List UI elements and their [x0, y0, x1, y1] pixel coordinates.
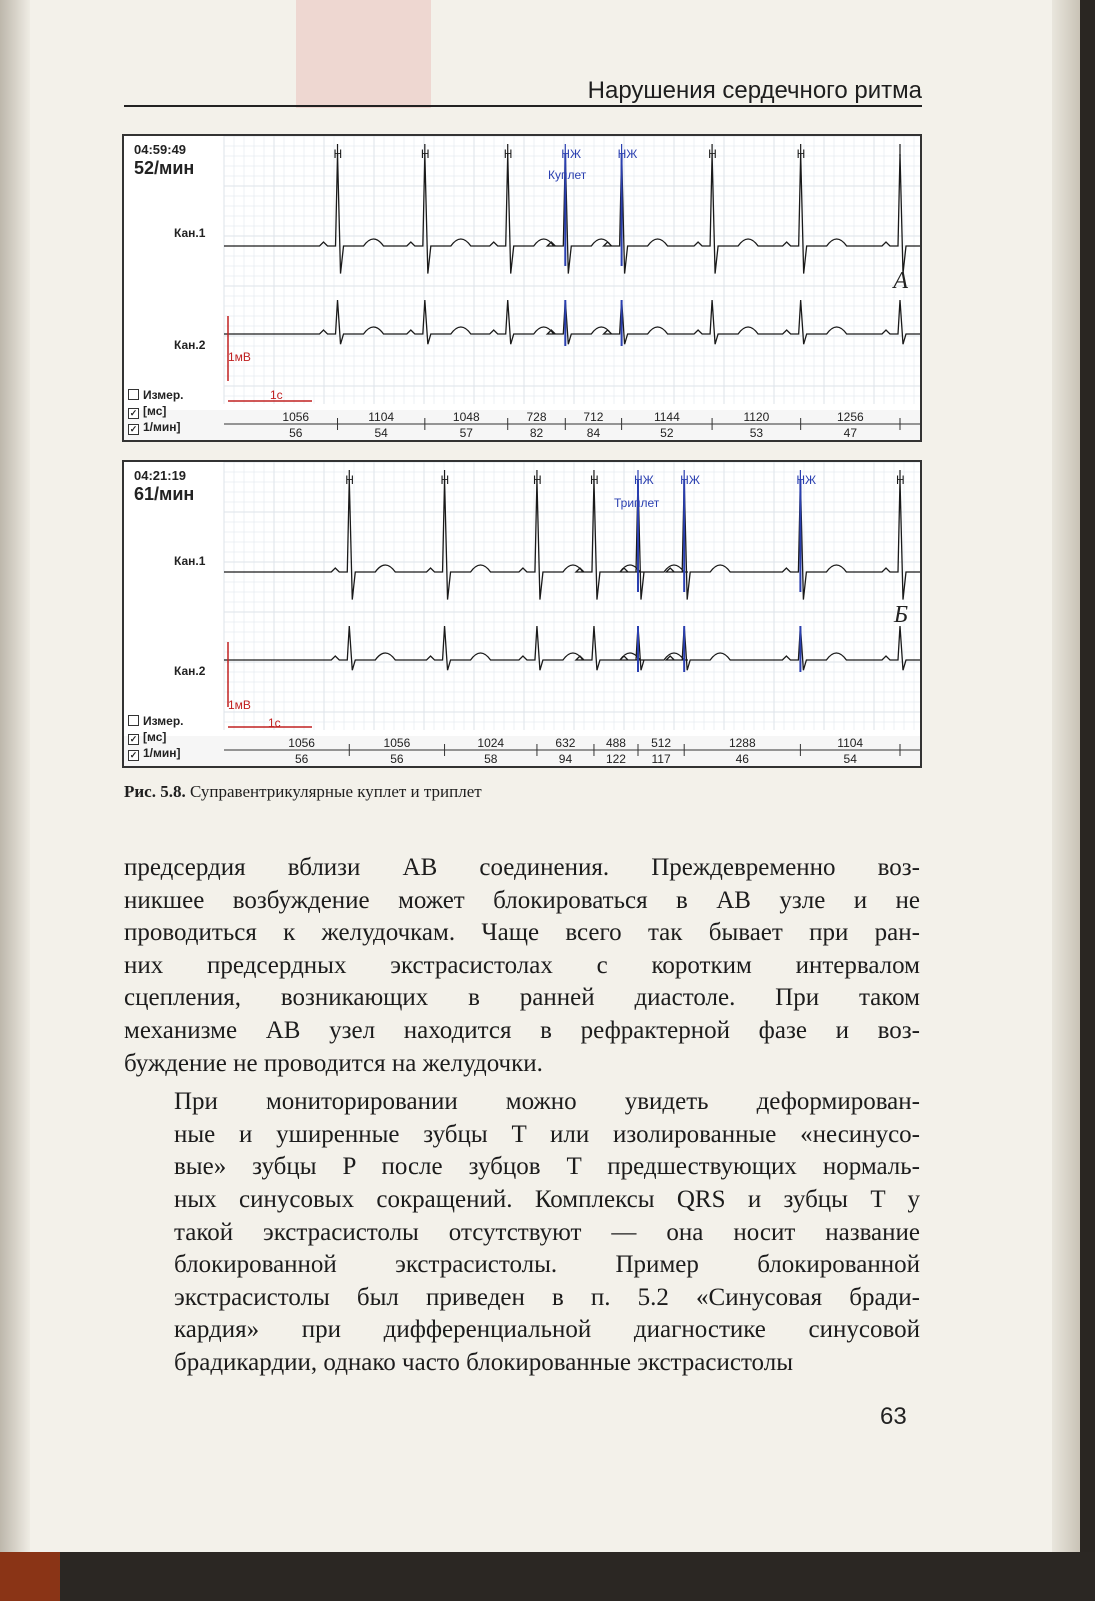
- beat-label: Н: [420, 147, 430, 161]
- page-number: 63: [880, 1403, 907, 1430]
- text-line: них предсердных экстрасистолах с коротким интервалом: [124, 951, 920, 979]
- hr-label: 52: [660, 426, 674, 440]
- hr-label: 54: [374, 426, 388, 440]
- beat-label: Н: [440, 473, 450, 487]
- hr-label: 46: [735, 752, 749, 766]
- hr-label: 56: [390, 752, 404, 766]
- event-note: Триплет: [614, 496, 660, 510]
- text-line: При мониторировании можно увидеть деформирован-: [174, 1088, 920, 1116]
- text-line: проводиться к желудочкам. Чаще всего так бывает при ран-: [124, 919, 920, 947]
- heart-rate: 52/мин: [134, 158, 195, 178]
- text-line: вые» зубцы P после зубцов T предшествующих нормаль-: [174, 1153, 920, 1181]
- checkbox-bpm[interactable]: ✓ 1/мин]: [129, 420, 181, 434]
- hr-label: 53: [749, 426, 764, 440]
- rr-interval-label: 1056: [288, 736, 315, 750]
- scale-s: 1с: [270, 388, 283, 402]
- hr-label: 56: [294, 752, 309, 766]
- hr-label: 84: [586, 426, 601, 440]
- ecg-panel-a: [122, 134, 922, 442]
- header-rule: [124, 105, 922, 107]
- text-line: экстрасистолы был приведен в п. 5.2 «Синусовая бради-: [174, 1283, 920, 1311]
- hr-label: 94: [558, 752, 573, 766]
- text-line: брадикардии, однако часто блокированные экстрасистолы: [174, 1348, 793, 1376]
- rr-interval-label: 1056: [383, 736, 411, 750]
- measurement-strip: [124, 736, 922, 768]
- beat-label: НЖ: [796, 473, 817, 487]
- ecg-waveform: [224, 626, 922, 670]
- rr-interval-label: 512: [651, 736, 672, 750]
- caption-label: Рис. 5.8.: [124, 782, 186, 801]
- scale-mv: 1мВ: [228, 350, 251, 364]
- hr-label: 57: [459, 426, 473, 440]
- ecg-trace-a: [124, 136, 922, 442]
- paragraph-2: [124, 1086, 920, 1379]
- rr-interval-label: 632: [555, 736, 576, 750]
- beat-label: Н: [333, 147, 343, 161]
- body-text: [124, 852, 920, 1380]
- hr-label: 82: [529, 426, 544, 440]
- checkbox-measure[interactable]: Измер.: [128, 714, 184, 728]
- rr-interval-label: 1104: [368, 410, 395, 424]
- text-line: такой экстрасистолы отсутствуют — она носит название: [174, 1218, 920, 1246]
- hr-label: 56: [289, 426, 303, 440]
- text-line: ные и уширенные зубцы T или изолированные «несинусо-: [174, 1120, 920, 1148]
- measurement-strip: [124, 410, 922, 442]
- rr-interval-label: 1048: [452, 410, 480, 424]
- text-line: механизме АВ узел находится в рефрактерной фазе и воз-: [124, 1016, 920, 1044]
- scale-mv: 1мВ: [228, 698, 251, 712]
- beat-label: Н: [796, 147, 806, 161]
- page-gutter-shadow: [0, 0, 30, 1552]
- hr-label: 54: [843, 752, 857, 766]
- text-line: сцепления, возникающих в ранней диастоле. При таком: [124, 984, 920, 1012]
- text-line: ных синусовых сокращений. Комплексы QRS и зубцы T у: [174, 1185, 920, 1213]
- channel-2-label: Кан.2: [174, 338, 206, 352]
- panel-letter: Б: [893, 602, 908, 628]
- checkbox-measure[interactable]: Измер.: [128, 388, 184, 402]
- hr-label: 117: [651, 752, 671, 766]
- ecg-waveform: [224, 480, 922, 600]
- beat-label: НЖ: [633, 473, 654, 487]
- paragraph-1: [124, 852, 920, 1080]
- channel-2-label: Кан.2: [174, 664, 206, 678]
- text-line: буждение не проводится на желудочки.: [124, 1049, 543, 1077]
- figure-caption: [124, 782, 482, 802]
- rr-interval-label: 1288: [728, 736, 756, 750]
- ecg-waveform: [224, 300, 922, 344]
- checkbox-bpm[interactable]: ✓ 1/мин]: [129, 746, 181, 760]
- rr-interval-label: 1144: [653, 410, 680, 424]
- beat-label: Н: [896, 473, 905, 487]
- text-line: никшее возбуждение может блокироваться в АВ узле и не: [124, 886, 920, 914]
- ecg-panel-b: [122, 460, 922, 768]
- event-note: Куплет: [548, 168, 587, 182]
- page-edge: [1052, 0, 1080, 1552]
- scale-s: 1с: [268, 716, 281, 730]
- rr-interval-label: 488: [605, 736, 626, 750]
- scanner-background: [0, 1552, 1095, 1601]
- beat-label: Н: [532, 473, 542, 487]
- rr-interval-label: 1056: [282, 410, 310, 424]
- rr-interval-label: 1120: [743, 410, 770, 424]
- text-line: предсердия вблизи АВ соединения. Преждевременно воз-: [124, 854, 920, 881]
- panel-letter: А: [893, 268, 908, 294]
- checkbox-ms[interactable]: ✓ [мс]: [129, 404, 167, 418]
- beat-label: Н: [708, 147, 717, 161]
- rr-interval-label: 1104: [837, 736, 864, 750]
- checkbox-ms[interactable]: ✓ [мс]: [129, 730, 167, 744]
- text-line: кардия» при дифференциальной диагностике синусовой: [174, 1316, 920, 1344]
- ecg-trace-b: [124, 462, 922, 768]
- heart-rate: 61/мин: [134, 484, 195, 504]
- rr-interval-label: 1256: [836, 410, 864, 424]
- running-head: Нарушения сердечного ритма: [587, 77, 922, 104]
- rr-interval-label: 1024: [477, 736, 505, 750]
- beat-label: Н: [345, 473, 354, 487]
- beat-label: НЖ: [680, 473, 700, 487]
- record-time: 04:21:19: [134, 468, 187, 483]
- hr-label: 122: [605, 752, 626, 766]
- beat-label: НЖ: [617, 147, 638, 161]
- beat-label: Н: [503, 147, 513, 161]
- hr-label: 58: [484, 752, 498, 766]
- rr-interval-label: 728: [526, 410, 547, 424]
- channel-1-label: Кан.1: [174, 226, 206, 240]
- beat-label: НЖ: [561, 147, 582, 161]
- beat-label: Н: [589, 473, 599, 487]
- channel-1-label: Кан.1: [174, 554, 206, 568]
- caption-text: Суправентрикулярные куплет и триплет: [189, 782, 482, 801]
- record-time: 04:59:49: [134, 142, 187, 157]
- tape-mark: [296, 0, 431, 108]
- rr-interval-label: 712: [583, 410, 604, 424]
- text-line: блокированной экстрасистолы. Пример блокированной: [174, 1251, 920, 1279]
- hr-label: 47: [843, 426, 858, 440]
